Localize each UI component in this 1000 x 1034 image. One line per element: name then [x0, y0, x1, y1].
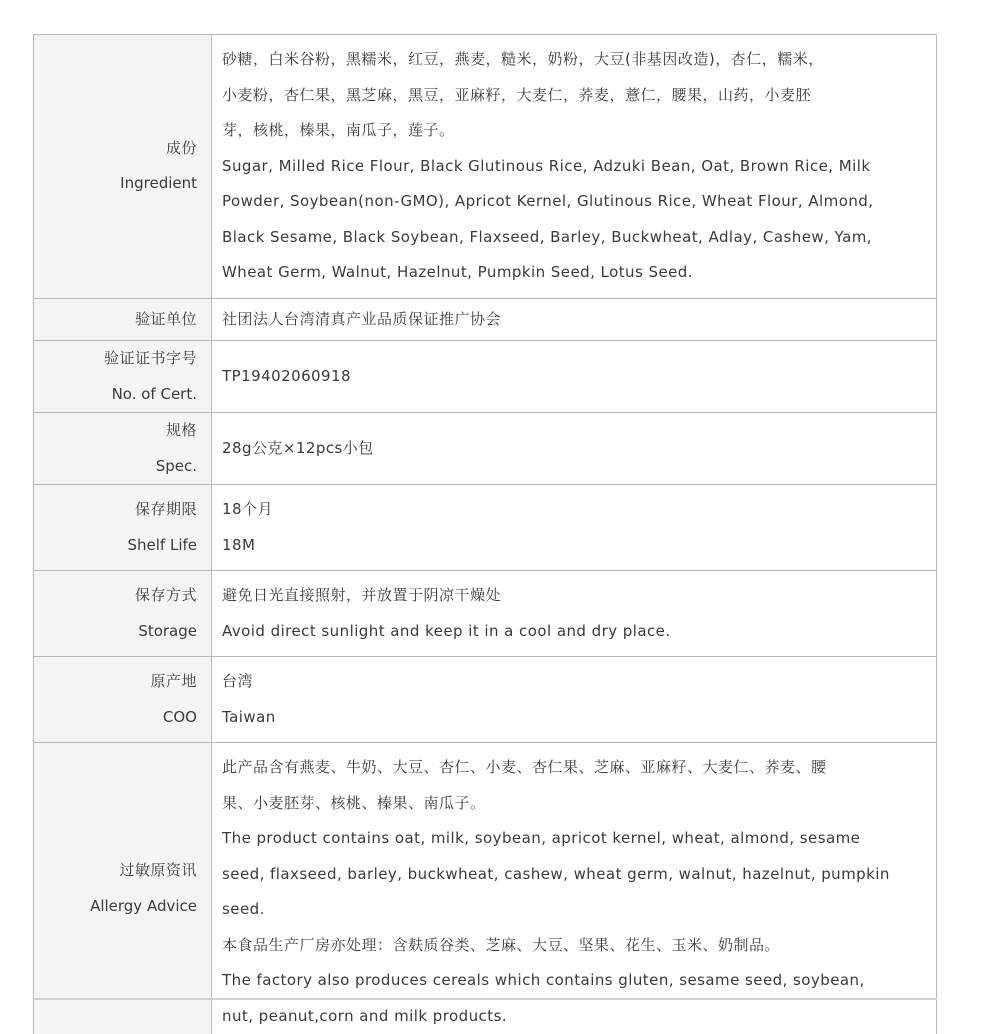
label-storage: [34, 571, 212, 656]
value-storage: [212, 571, 936, 656]
label-storage-zh: 保存方式: [135, 578, 197, 614]
row-storage: [34, 571, 936, 657]
label-shelf-life-en: Shelf Life: [127, 528, 197, 564]
shelf-life-zh-text: 18个月: [222, 492, 926, 528]
value-certification-body: [212, 299, 936, 341]
label-shelf-life: [34, 485, 212, 570]
allergy-line: 果、小麦胚芽、核桃、榛果、南瓜子。: [222, 786, 926, 822]
label-allergy-advice-en: Allergy Advice: [90, 889, 197, 925]
label-shelf-life-zh: 保存期限: [135, 492, 197, 528]
label-certification-body-zh: 验证单位: [135, 302, 197, 338]
label-storage-en: Storage: [138, 614, 197, 650]
value-ingredient: [212, 35, 936, 298]
ingredient-line: Black Sesame, Black Soybean, Flaxseed, Barley, Buckwheat, Adlay, Cashew, Yam,: [222, 220, 926, 256]
allergy-line: The factory also produces cereals which contains gluten, sesame seed, soybean,: [222, 963, 926, 999]
label-allergy-advice-zh: 过敏原资讯: [119, 853, 197, 889]
row-allergy-advice: [34, 743, 936, 1034]
row-cert-number: [34, 341, 936, 413]
allergy-line: The product contains oat, milk, soybean, apricot kernel, wheat, almond, sesame: [222, 821, 926, 857]
country-of-origin-zh-text: 台湾: [222, 664, 926, 700]
product-info-table: [33, 34, 937, 1034]
ingredient-line: 芽，核桃，榛果，南瓜子，莲子。: [222, 113, 926, 149]
row-shelf-life: [34, 485, 936, 571]
ingredient-line: Sugar, Milled Rice Flour, Black Glutinous Rice, Adzuki Bean, Oat, Brown Rice, Milk: [222, 149, 926, 185]
label-allergy-advice: [34, 743, 212, 1034]
label-spec-zh: 规格: [166, 413, 197, 449]
label-country-of-origin: [34, 657, 212, 742]
allergy-line: 此产品含有燕麦、牛奶、大豆、杏仁、小麦、杏仁果、芝麻、亚麻籽、大麦仁、荞麦、腰: [222, 750, 926, 786]
row-certification-body: [34, 299, 936, 342]
storage-en-text: Avoid direct sunlight and keep it in a cool and dry place.: [222, 614, 926, 650]
label-cert-number: [34, 341, 212, 412]
value-spec: [212, 413, 936, 484]
label-ingredient-zh: 成份: [166, 131, 197, 167]
certification-body-text: 社团法人台湾清真产业品质保证推广协会: [222, 302, 926, 338]
country-of-origin-en-text: Taiwan: [222, 700, 926, 736]
label-country-of-origin-zh: 原产地: [150, 664, 197, 700]
label-cert-number-zh: 验证证书字号: [104, 341, 197, 377]
value-allergy-advice: [212, 743, 936, 1034]
allergy-line: seed, flaxseed, barley, buckwheat, cashew, wheat germ, walnut, hazelnut, pumpkin: [222, 857, 926, 893]
row-spec: [34, 413, 936, 485]
spec-text: 28g公克×12pcs小包: [222, 431, 926, 467]
allergy-line: nut, peanut,corn and milk products.: [222, 999, 926, 1034]
label-spec-en: Spec.: [156, 449, 197, 485]
label-ingredient-en: Ingredient: [120, 166, 197, 202]
allergy-line: seed.: [222, 892, 926, 928]
value-country-of-origin: [212, 657, 936, 742]
ingredient-line: 砂糖，白米谷粉，黑糯米，红豆，燕麦，糙米，奶粉，大豆(非基因改造)，杏仁，糯米，: [222, 42, 926, 78]
ingredient-line: 小麦粉，杏仁果，黑芝麻，黑豆，亚麻籽，大麦仁，荞麦，薏仁，腰果，山药，小麦胚: [222, 78, 926, 114]
ingredient-line: Powder, Soybean(non-GMO), Apricot Kernel, Glutinous Rice, Wheat Flour, Almond,: [222, 184, 926, 220]
shelf-life-en-text: 18M: [222, 528, 926, 564]
storage-zh-text: 避免日光直接照射，并放置于阴凉干燥处: [222, 578, 926, 614]
value-shelf-life: [212, 485, 936, 570]
row-country-of-origin: [34, 657, 936, 743]
ingredient-line: Wheat Germ, Walnut, Hazelnut, Pumpkin Seed, Lotus Seed.: [222, 255, 926, 291]
label-cert-number-en: No. of Cert.: [112, 377, 197, 413]
label-country-of-origin-en: COO: [163, 700, 197, 736]
cert-number-text: TP19402060918: [222, 359, 926, 395]
value-cert-number: [212, 341, 936, 412]
allergy-line: 本食品生产厂房亦处理：含麸质谷类、芝麻、大豆、坚果、花生、玉米、奶制品。: [222, 928, 926, 964]
label-spec: [34, 413, 212, 484]
row-ingredient: [34, 35, 936, 299]
label-certification-body: [34, 299, 212, 341]
label-ingredient: [34, 35, 212, 298]
